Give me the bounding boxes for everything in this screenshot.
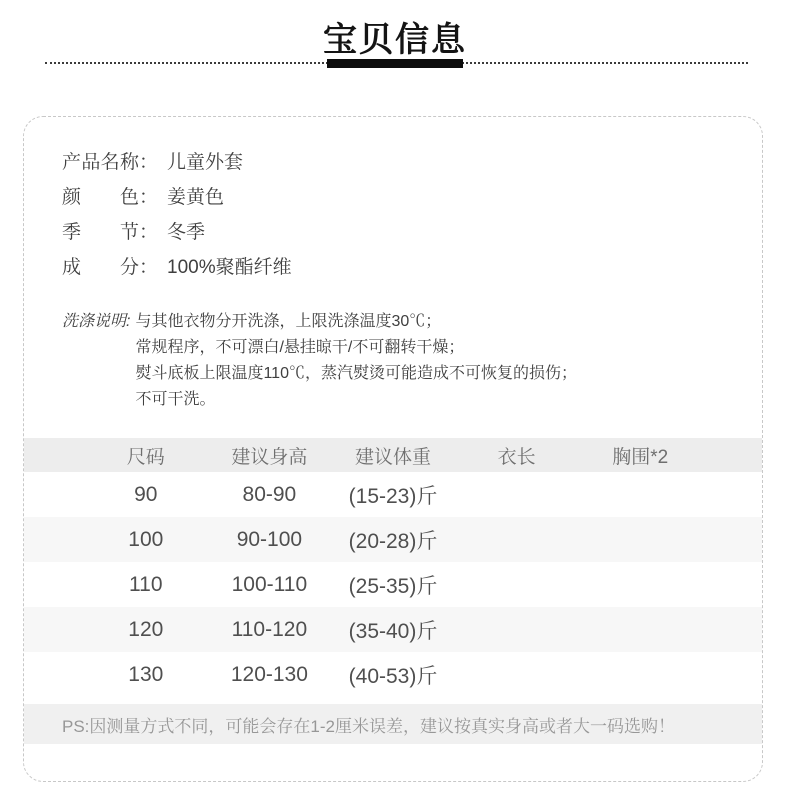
header-cell-height: 建议身高 — [231, 446, 308, 468]
wash-line: 常规程序，不可漂白/悬挂晾干/不可翻转干燥； — [135, 339, 465, 356]
field-row-product-name — [62, 143, 292, 178]
wash-line: 不可干洗。 — [135, 391, 216, 408]
table-cell: 120 — [128, 617, 164, 641]
field-row-composition — [62, 248, 292, 283]
table-cell: 100 — [128, 527, 164, 551]
field-label: 产品名称 — [62, 152, 139, 173]
field-colon: ： — [139, 152, 159, 173]
header-cell-chest: 胸围*2 — [612, 446, 669, 468]
field-colon: ： — [139, 257, 159, 278]
field-value: 儿童外套 — [167, 152, 244, 173]
size-note: PS:因测量方式不同，可能会存在1-2厘米误差，建议按真实身高或者大一码选购！ — [24, 704, 762, 744]
table-row — [24, 652, 762, 697]
field-label: 季节 — [62, 222, 139, 243]
field-value: 姜黄色 — [167, 187, 225, 208]
header-cell-size: 尺码 — [126, 446, 165, 468]
field-colon: ： — [139, 222, 159, 243]
table-cell: 110-120 — [231, 617, 308, 641]
table-cell: 100-110 — [231, 572, 308, 596]
size-table-header — [24, 438, 762, 472]
field-label: 颜色 — [62, 187, 139, 208]
field-row-season — [62, 213, 292, 248]
field-label: 成分 — [62, 257, 139, 278]
field-colon: ： — [139, 187, 159, 208]
wash-lines — [135, 309, 577, 413]
table-cell: 90-100 — [236, 527, 303, 551]
page-title: 宝贝信息 — [323, 21, 467, 59]
table-cell: 80-90 — [242, 482, 297, 506]
header-cell-weight: 建议体重 — [354, 446, 431, 468]
table-cell: 110 — [129, 572, 163, 596]
table-row — [24, 607, 762, 652]
table-cell: 90 — [134, 482, 158, 506]
size-table — [24, 438, 762, 744]
wash-label: 洗涤说明: — [62, 313, 131, 330]
title-accent-bar — [327, 59, 463, 68]
product-card — [23, 116, 763, 782]
table-row — [24, 517, 762, 562]
table-row — [24, 472, 762, 517]
table-cell: (15-23)斤 — [348, 484, 438, 508]
table-cell: 120-130 — [230, 662, 308, 686]
field-value: 冬季 — [167, 222, 206, 243]
wash-instructions — [62, 309, 577, 413]
product-fields — [62, 143, 292, 283]
wash-line: 熨斗底板上限温度110℃，蒸汽熨烫可能造成不可恢复的损伤； — [135, 365, 577, 382]
header-cell-length: 衣长 — [497, 446, 536, 468]
table-cell: (20-28)斤 — [348, 529, 438, 553]
wash-line: 与其他衣物分开洗涤，上限洗涤温度30℃； — [135, 313, 442, 330]
table-row — [24, 562, 762, 607]
field-value: 100%聚酯纤维 — [167, 257, 292, 278]
table-cell: (40-53)斤 — [348, 664, 438, 688]
table-cell: 130 — [128, 662, 164, 686]
field-row-color — [62, 178, 292, 213]
table-cell: (35-40)斤 — [348, 619, 438, 643]
table-cell: (25-35)斤 — [348, 574, 438, 598]
title-divider — [0, 59, 790, 69]
